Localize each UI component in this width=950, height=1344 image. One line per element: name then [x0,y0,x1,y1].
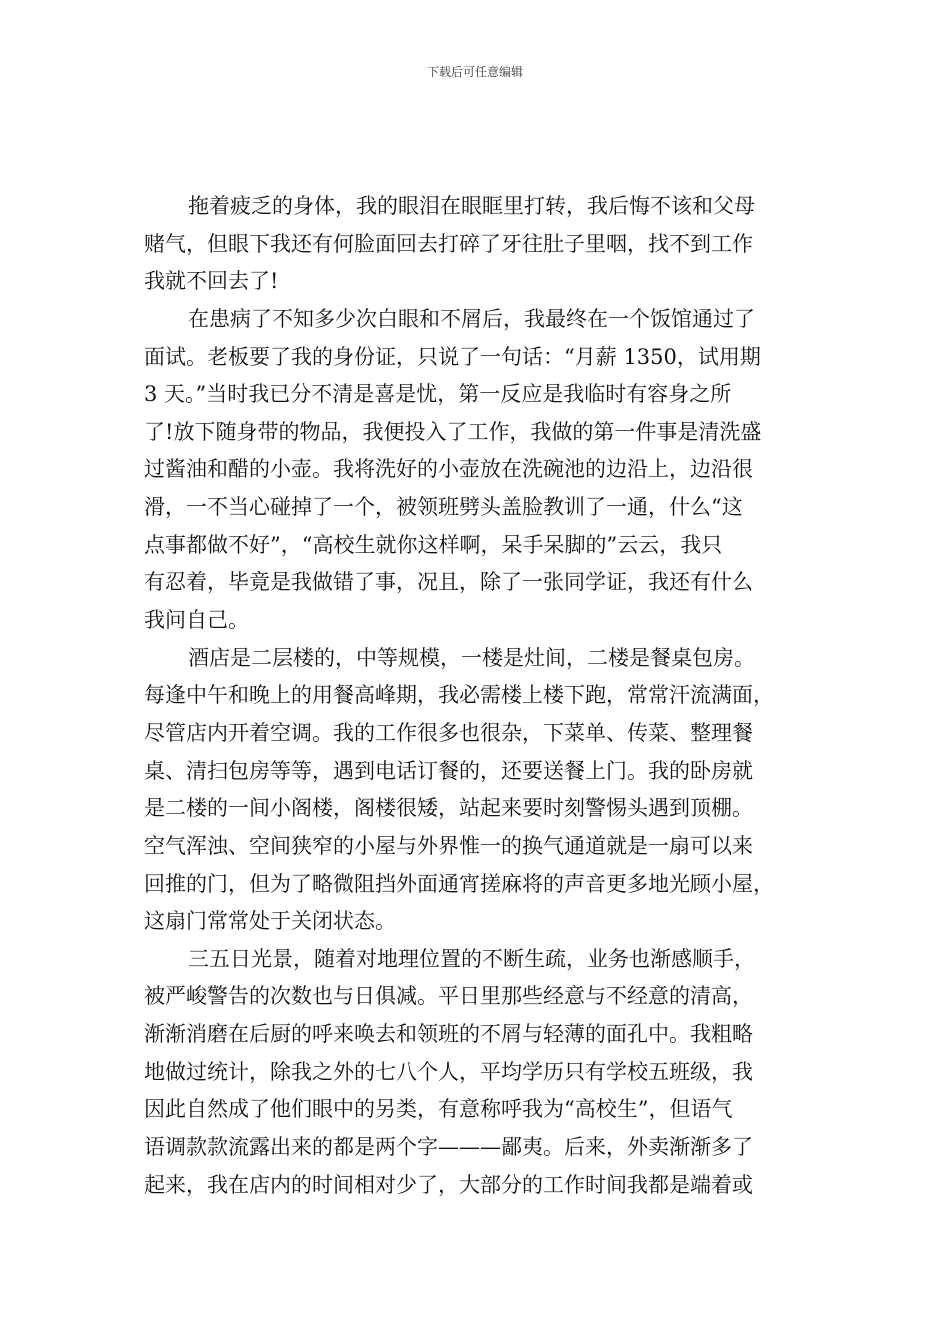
paragraph-4-line-2: 被严峻警告的次数也与日俱减。平日里那些经意与不经意的清高， [144,984,753,1009]
paragraph-4-line-3: 渐渐消磨在后厨的呼来唤去和领班的不屑与轻薄的面孔中。我粗略 [144,1022,753,1047]
page-header: 下载后可任意编辑 [426,65,523,79]
document-body [144,188,808,1204]
paragraph-2-line-1: 在患病了不知多少次白眼和不屑后，我最终在一个饭馆通过了 [188,306,755,331]
paragraph-2-line-4: 了!放下随身带的物品，我便投入了工作，我做的第一件事是清洗盛 [144,419,762,444]
paragraph-3-line-5: 是二楼的一间小阁楼，阁楼很矮，站起来要时刻警惕头遇到顶棚。 [144,796,753,821]
paragraph-3-line-3: 尽管店内开着空调。我的工作很多也很杂，下菜单、传菜、整理餐 [144,720,753,745]
paragraph-3-line-1: 酒店是二层楼的，中等规模，一楼是灶间，二楼是餐桌包房。 [188,645,755,670]
paragraph-1-line-2: 赌气，但眼下我还有何脸面回去打碎了牙往肚子里咽，找不到工作 [144,231,753,256]
paragraph-2-line-3: 3 天。”当时我已分不清是喜是忧，第一反应是我临时有容身之所 [144,382,732,407]
paragraph-4-line-5: 因此自然成了他们眼中的另类，有意称呼我为“高校生”，但语气 [144,1097,733,1122]
paragraph-1-line-1: 拖着疲乏的身体，我的眼泪在眼眶里打转，我后悔不该和父母 [188,194,755,218]
paragraph-3-line-7: 回推的门，但为了略微阻挡外面通宵搓麻将的声音更多地光顾小屋， [144,871,774,896]
paragraph-2-line-5: 过酱油和醋的小壶。我将洗好的小壶放在洗碗池的边沿上，边沿很 [144,457,753,482]
paragraph-3-line-2: 每逢中午和晚上的用餐高峰期，我必需楼上楼下跑，常常汗流满面， [144,683,774,708]
paragraph-4-line-1: 三五日光景，随着对地理位置的不断生疏，业务也渐感顺手， [188,946,755,971]
paragraph-4-line-4: 地做过统计，除我之外的七八个人，平均学历只有学校五班级，我 [144,1059,753,1084]
paragraph-3-line-6: 空气浑浊、空间狭窄的小屋与外界惟一的换气通道就是一扇可以来 [144,833,753,858]
paragraph-2-line-9: 我问自己。 [144,608,249,633]
paragraph-1-line-3: 我就不回去了! [144,269,279,294]
paragraph-4-line-6: 语调款款流露出来的都是两个字———鄙夷。后来，外卖渐渐多了 [144,1135,753,1160]
paragraph-2-line-7: 点事都做不好”，“高校生就你这样啊，呆手呆脚的”云云，我只 [144,532,723,557]
paragraph-2-line-2: 面试。老板要了我的身份证，只说了一句话：“月薪 1350，试用期 [144,344,761,369]
paragraph-4-line-7: 起来，我在店内的时间相对少了，大部分的工作时间我都是端着或 [144,1172,753,1197]
paragraph-3-line-8: 这扇门常常处于关闭状态。 [144,909,396,934]
paragraph-3-line-4: 桌、清扫包房等等，遇到电话订餐的，还要送餐上门。我的卧房就 [144,758,753,783]
paragraph-2-line-6: 滑，一不当心碰掉了一个，被领班劈头盖脸教训了一通，什么“这 [144,495,743,520]
paragraph-2-line-8: 有忍着，毕竟是我做错了事，况且，除了一张同学证，我还有什么 [144,570,753,595]
